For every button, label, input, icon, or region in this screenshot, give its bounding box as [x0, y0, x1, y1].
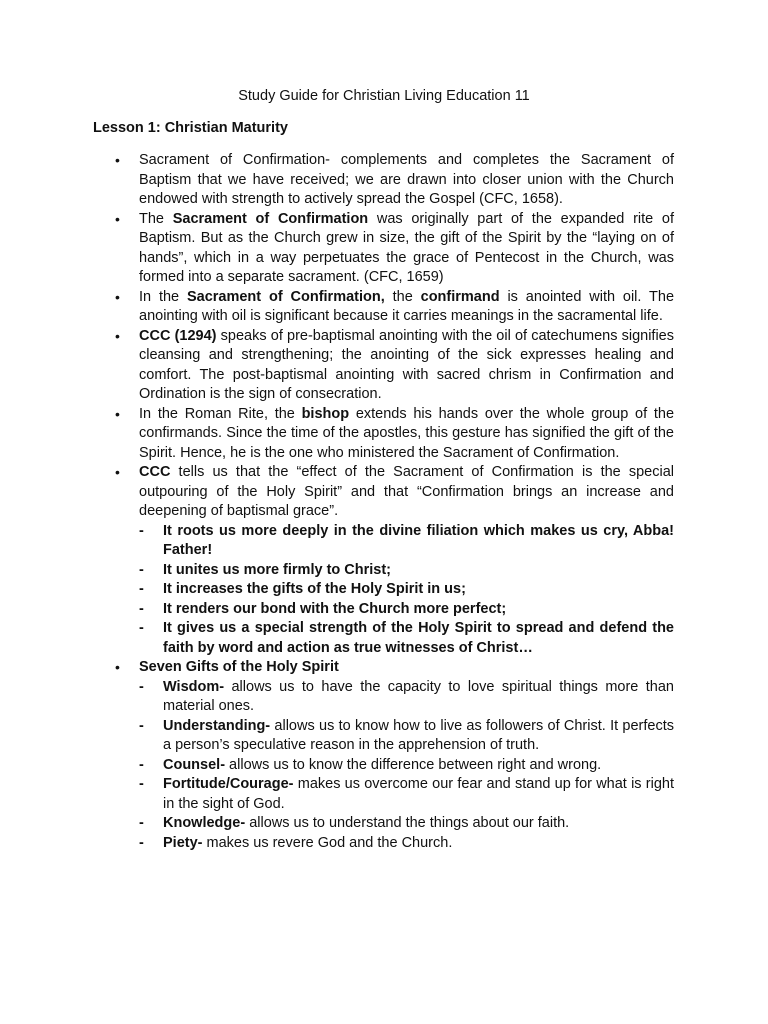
effect-item: - It renders our bond with the Church more perfect;	[139, 600, 674, 620]
bullet-list	[139, 151, 674, 853]
bullet-text-pre: In the	[139, 288, 187, 305]
gift-desc: allows us to know the difference between right and wrong.	[225, 756, 602, 773]
gift-desc: allows us to understand the things about our faith.	[245, 815, 570, 831]
gift-term: Knowledge-	[163, 815, 246, 831]
gift-term: Counsel-	[163, 756, 226, 773]
bullet-anointing	[139, 288, 674, 327]
bullet-text-pre: In the Roman Rite, the	[139, 405, 302, 422]
effect-item: - It gives us a special strength of the Holy Spirit to spread and defend the faith by word and action as true witnesses of Christ…	[139, 619, 674, 658]
gift-item-wisdom	[139, 678, 674, 717]
bullet-roman-rite	[139, 405, 674, 464]
bullet-text-bold: Sacrament of Confirmation	[172, 210, 369, 227]
gift-item-understanding	[139, 717, 674, 756]
gifts-sublist	[139, 678, 674, 854]
gift-item-piety	[139, 834, 674, 854]
bullet-text-post: speaks of pre-baptismal anointing with the oil of catechumens signifies cleansing and strengthening; the anointing of the sick expresses healing and comfort. The post-baptismal anointing with sacred chrism in Confirmation and Ordination is the sign of consecration.	[139, 327, 674, 402]
gift-desc: allows us to have the capacity to love spiritual things more than material ones.	[163, 678, 674, 714]
bullet-text-mid: the	[384, 288, 421, 305]
gift-desc: makes us overcome our fear and stand up for what is right in the sight of God.	[163, 776, 674, 812]
bullet-ccc-effects	[139, 463, 674, 658]
gift-item-fortitude	[139, 775, 674, 814]
gift-item-knowledge	[139, 814, 674, 834]
effect-item: - It roots us more deeply in the divine filiation which makes us cry, Abba! Father!	[139, 522, 674, 561]
gift-term: Understanding-	[163, 717, 271, 734]
gift-term: Piety-	[163, 834, 203, 851]
bullet-text: Sacrament of Confirmation- complements and completes the Sacrament of Baptism that we have received; we are drawn into closer union with the Church endowed with strength to actively spread the Gospel (CFC, 1658).	[139, 152, 674, 207]
bullet-text-bold: CCC	[139, 464, 171, 480]
bullet-text-post: extends his hands over the whole group of the confirmands. Since the time of the apostles, this gesture has signified the gift of the Spirit. Hence, he is the one who ministered the Sacrament of Confirmation.	[139, 405, 675, 461]
effects-sublist	[139, 522, 674, 659]
lesson-heading: Lesson 1: Christian Maturity	[93, 120, 288, 136]
bullet-text-bold: Seven Gifts of the Holy Spirit	[139, 659, 339, 675]
bullet-confirmation-history	[139, 210, 674, 288]
bullet-text-post: tells us that the “effect of the Sacrament of Confirmation is the special outpouring of the Holy Spirit” and that “Confirmation brings an increase and deepening of baptismal grace”.	[139, 464, 674, 519]
bullet-text-post: is anointed with oil. The anointing with oil is significant because it carries meanings in the sacramental life.	[139, 288, 675, 324]
gift-item-counsel	[139, 756, 674, 776]
gift-term: Fortitude/Courage-	[163, 776, 294, 792]
bullet-text-post: was originally part of the expanded rite of Baptism. But as the Church grew in size, the gift of the Spirit by the “laying on of hands”, which in a way perpetuates the grace of Pentecost in the Church, was formed into a separate sacrament. (CFC, 1659)	[139, 210, 675, 285]
bullet-text-bold-2: confirmand	[420, 288, 500, 305]
gift-term: Wisdom-	[163, 678, 225, 695]
effect-item: - It increases the gifts of the Holy Spirit in us;	[139, 580, 674, 600]
bullet-ccc-1294	[139, 327, 674, 405]
gift-desc: makes us revere God and the Church.	[202, 834, 453, 851]
bullet-text-bold: Sacrament of Confirmation,	[186, 288, 385, 305]
bullet-confirmation-definition	[139, 151, 674, 210]
document-title: Study Guide for Christian Living Education 11	[238, 88, 530, 104]
bullet-text-bold: CCC (1294)	[139, 327, 217, 344]
bullet-seven-gifts	[139, 658, 674, 853]
bullet-text-pre: The	[139, 210, 173, 227]
gift-desc: allows us to know how to live as followers of Christ. It perfects a person’s speculative reason in the apprehension of truth.	[163, 717, 674, 753]
bullet-text-bold: bishop	[301, 405, 350, 422]
effect-item: - It unites us more firmly to Christ;	[139, 561, 674, 581]
